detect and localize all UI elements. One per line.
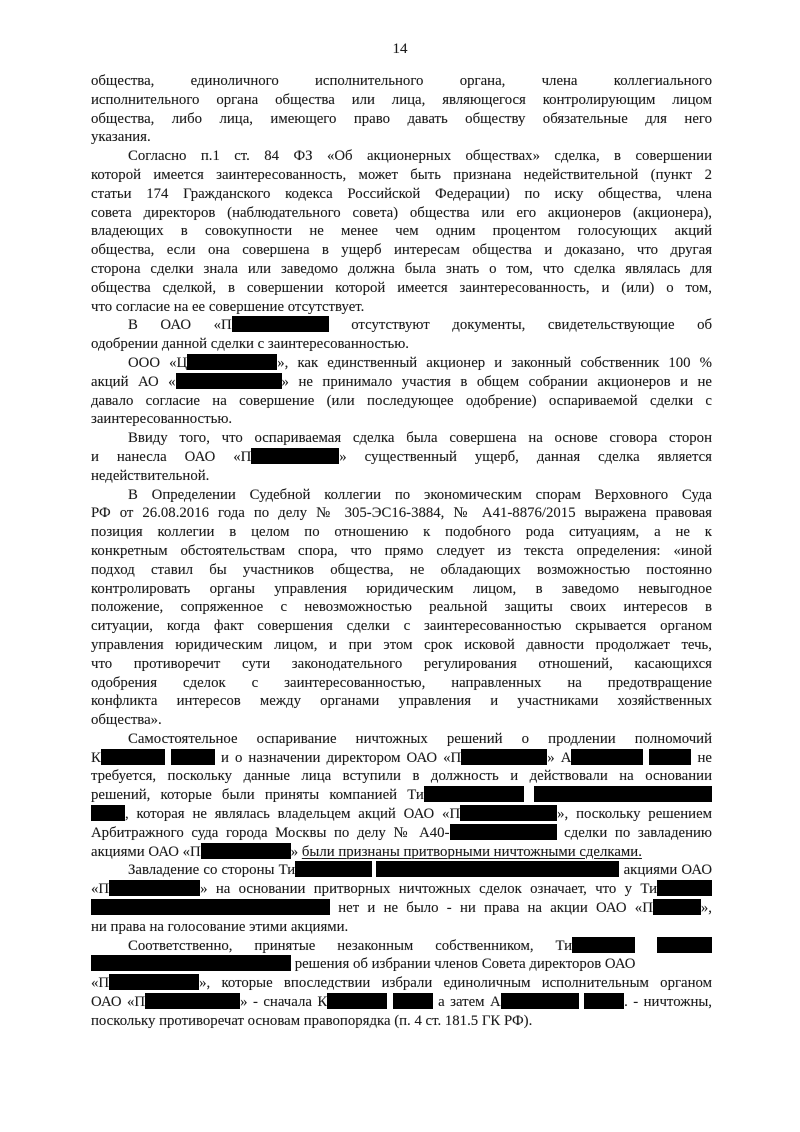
- paragraph: [91, 937, 712, 1031]
- text-line: [91, 730, 712, 749]
- redaction-box: [171, 749, 215, 765]
- text-line: [91, 542, 712, 561]
- text-line: [91, 279, 712, 298]
- text-line: [91, 692, 712, 711]
- text-line: [91, 786, 712, 805]
- paragraph: [91, 354, 712, 429]
- redaction-box: [571, 749, 643, 765]
- text-segment: управления юридическим лицом, и при этом срок исковой давности продолжает течь,: [91, 636, 712, 653]
- text-line: [91, 448, 712, 467]
- text-line: [91, 298, 712, 317]
- text-line: [91, 241, 712, 260]
- text-segment: конфликта интересов между органами управления и участниками хозяйственных: [91, 693, 712, 710]
- text-line: [91, 974, 712, 993]
- text-line: [91, 711, 712, 730]
- text-line: [91, 72, 712, 91]
- text-line: [91, 843, 712, 862]
- text-segment: акциями ОАО: [619, 862, 713, 879]
- text-segment: что противоречит сути законодательного регулирования отношений, касающихся: [91, 655, 712, 672]
- text-segment: поскольку противоречат основам правопорядка (п. 4 ст. 181.5 ГК РФ).: [91, 1012, 533, 1029]
- text-line: [91, 993, 712, 1012]
- paragraph: [91, 486, 712, 730]
- text-segment: подход ставил бы участников общества, не обладающих возможностью постоянно: [91, 561, 712, 578]
- paragraph: [91, 730, 712, 862]
- text-line: [91, 335, 712, 354]
- text-segment: заинтересованностью.: [91, 411, 233, 428]
- text-segment: РФ от 26.08.2016 года по делу № 305-ЭС16-3884, № А41-8876/2015 выражена правовая: [91, 505, 712, 522]
- redaction-box: [145, 993, 240, 1009]
- text-segment: нет и не было - ни права на акции ОАО «П: [330, 900, 653, 917]
- text-line: [91, 316, 712, 335]
- text-line: [91, 429, 712, 448]
- text-line: [91, 204, 712, 223]
- text-line: [91, 1012, 712, 1031]
- redaction-box: [109, 880, 200, 896]
- text-line: [91, 354, 712, 373]
- text-line: [91, 617, 712, 636]
- text-line: [91, 655, 712, 674]
- text-segment: акциями ОАО «П: [91, 843, 201, 860]
- redaction-box: [657, 937, 712, 953]
- redaction-box: [109, 974, 199, 990]
- text-line: [91, 918, 712, 937]
- paragraph: [91, 147, 712, 316]
- text-line: [91, 767, 712, 786]
- text-segment: владеющих в совокупности не менее чем одним процентом голосующих акций: [91, 223, 712, 240]
- text-segment: одобрения сделок с заинтересованностью, направленных на предотвращение: [91, 674, 712, 691]
- redaction-box: [91, 805, 125, 821]
- text-line: [91, 561, 712, 580]
- text-segment: и о назначении директором ОАО «П: [214, 749, 462, 766]
- redaction-box: [201, 843, 291, 859]
- text-segment: ООО «Ц: [128, 354, 188, 371]
- text-segment: одобрении данной сделки с заинтересованностью.: [91, 336, 410, 353]
- redaction-box: [393, 993, 433, 1009]
- text-line: [91, 636, 712, 655]
- text-segment: конкретным обстоятельствам спора, что прямо следует из текста определения: «иной: [91, 542, 712, 559]
- text-line: [91, 598, 712, 617]
- text-segment: контролировать органы управления юридическим лицом, в заведомо невыгодное: [91, 580, 712, 597]
- redaction-box: [424, 786, 524, 802]
- redaction-box: [584, 993, 624, 1009]
- text-segment: положение, сопряженное с невозможностью реальной защиты своих интересов в: [91, 599, 712, 616]
- redaction-box: [501, 993, 579, 1009]
- text-line: [91, 861, 712, 880]
- text-segment: Самостоятельное оспаривание ничтожных решений о продлении полномочий: [128, 730, 712, 747]
- text-line: [91, 805, 712, 824]
- text-line: [91, 467, 712, 486]
- text-line: [91, 955, 712, 974]
- text-segment: акций АО «: [91, 373, 176, 390]
- text-segment: давало согласие на совершение (или последующее одобрение) оспариваемой сделки с: [91, 392, 712, 409]
- redaction-box: [327, 993, 387, 1009]
- text-line: [91, 260, 712, 279]
- text-segment: «П: [91, 881, 110, 898]
- text-segment: Арбитражного суда города Москвы по делу № А40-: [91, 824, 450, 841]
- redaction-box: [653, 899, 701, 915]
- text-segment: , которая не являлась владельцем акций ОАО «П: [125, 806, 461, 823]
- text-line: [91, 410, 712, 429]
- text-segment: Ввиду того, что оспариваемая сделка была совершена на основе сговора сторон: [128, 430, 712, 447]
- text-segment: » существенный ущерб, данная сделка является: [339, 448, 712, 465]
- text-segment: ОАО «П: [91, 994, 146, 1011]
- text-segment: В Определении Судебной коллегии по экономическим спорам Верховного Суда: [128, 486, 712, 503]
- text-block: [91, 72, 712, 1031]
- text-segment: общества, если она совершена в ущерб интересам общества и доказано, что другая: [91, 242, 712, 259]
- text-segment: статьи 174 Гражданского кодекса Российской Федерации) по иску общества, члена: [91, 185, 712, 202]
- text-segment: общества, единоличного исполнительного органа, члена коллегиального: [91, 73, 712, 89]
- redaction-box: [460, 805, 557, 821]
- redaction-box: [91, 899, 330, 915]
- text-segment: требуется, поскольку данные лица вступили в должность и действовали на основании: [91, 768, 712, 785]
- redaction-box: [101, 749, 165, 765]
- text-segment: ситуации, когда факт совершения сделки с заинтересованностью скрывается органом: [91, 618, 712, 635]
- text-segment: Согласно п.1 ст. 84 ФЗ «Об акционерных обществах» сделка, в совершении: [128, 148, 712, 165]
- text-line: [91, 91, 712, 110]
- text-segment: «П: [91, 975, 110, 992]
- redaction-box: [232, 316, 329, 332]
- paragraph: [91, 316, 712, 354]
- text-segment: В ОАО «П: [128, 317, 232, 334]
- text-segment: решения об избрании членов Совета директоров ОАО: [291, 956, 636, 973]
- text-segment: и нанесла ОАО «П: [91, 448, 252, 465]
- text-segment: общества, либо лица, имеющего право давать обществу обязательные для него: [91, 110, 712, 127]
- text-segment: общества сделкой, в совершении которой имеется заинтересованность, и (или) о том,: [91, 279, 712, 296]
- text-segment: совета директоров (наблюдательного совета) общества или его акционеров (акционера),: [91, 204, 712, 221]
- text-line: [91, 580, 712, 599]
- paragraph: [91, 861, 712, 936]
- redaction-box: [295, 861, 372, 877]
- text-line: [91, 392, 712, 411]
- text-line: [91, 899, 712, 918]
- text-segment: » А: [547, 749, 572, 766]
- text-segment: » не принимало участия в общем собрании акционеров и не: [281, 373, 712, 390]
- text-segment: не: [691, 749, 712, 766]
- redaction-box: [176, 373, 282, 389]
- text-line: [91, 222, 712, 241]
- text-line: [91, 166, 712, 185]
- text-line: [91, 185, 712, 204]
- text-line: [91, 880, 712, 899]
- text-segment: », которые впоследствии избрали единоличным исполнительным органом: [199, 975, 712, 992]
- text-segment: а затем А: [432, 994, 501, 1011]
- redaction-box: [572, 937, 635, 953]
- text-segment: [524, 787, 534, 803]
- page-number: 14: [392, 41, 408, 57]
- text-segment: Завладение со стороны Ти: [128, 862, 296, 879]
- text-segment: решений, которые были приняты компанией Ти: [91, 787, 424, 804]
- text-segment: сделки по завладению: [556, 824, 712, 841]
- text-segment: [635, 938, 657, 954]
- text-line: [91, 937, 712, 956]
- text-segment: позиция коллегии в целом по отношению к подобного рода ситуациям, а не к: [91, 524, 712, 541]
- redaction-box: [657, 880, 712, 896]
- text-line: [91, 674, 712, 693]
- text-line: [91, 373, 712, 392]
- text-segment: общества».: [91, 712, 162, 729]
- text-line: [91, 147, 712, 166]
- text-segment: » - сначала К: [240, 994, 328, 1011]
- text-line: [91, 824, 712, 843]
- text-segment: », как единственный акционер и законный собственник 100 %: [277, 354, 712, 371]
- text-line: [91, 128, 712, 147]
- redaction-box: [91, 955, 291, 971]
- text-segment: Соответственно, принятые незаконным собственником, Ти: [128, 937, 573, 954]
- underlined-text-segment: были признаны притворными ничтожными сделками.: [301, 843, 642, 860]
- paragraph: [91, 72, 712, 147]
- text-segment: отсутствуют документы, свидетельствующие об: [328, 317, 713, 334]
- text-line: [91, 110, 712, 129]
- text-segment: . - ничтожны,: [624, 994, 713, 1011]
- text-segment: сторона сделки знала или заведомо должна была знать о том, что сделка являлась для: [91, 260, 712, 277]
- text-segment: указания.: [91, 129, 151, 146]
- text-segment: » на основании притворных ничтожных сделок означает, что у Ти: [200, 881, 657, 898]
- text-line: [91, 486, 712, 505]
- text-segment: исполнительного органа общества или лица, являющегося контролирующим лицом: [91, 91, 712, 108]
- text-line: [91, 504, 712, 523]
- paragraph: [91, 429, 712, 485]
- redaction-box: [534, 786, 712, 802]
- text-segment: ни права на голосование этими акциями.: [91, 918, 349, 935]
- text-segment: которой имеется заинтересованность, может быть признана недействительной (пункт 2: [91, 166, 712, 183]
- redaction-box: [251, 448, 339, 464]
- text-segment: недействительной.: [91, 467, 210, 484]
- redaction-box: [187, 354, 277, 370]
- redaction-box: [649, 749, 691, 765]
- text-line: [91, 749, 712, 768]
- text-segment: что согласие на ее совершение отсутствует.: [91, 298, 365, 315]
- text-segment: К: [91, 749, 101, 766]
- text-segment: », поскольку решением: [557, 806, 712, 823]
- text-line: [91, 523, 712, 542]
- redaction-box: [450, 824, 557, 840]
- text-segment: »: [290, 843, 302, 860]
- text-segment: »,: [700, 900, 712, 917]
- redaction-box: [376, 861, 619, 877]
- redaction-box: [461, 749, 547, 765]
